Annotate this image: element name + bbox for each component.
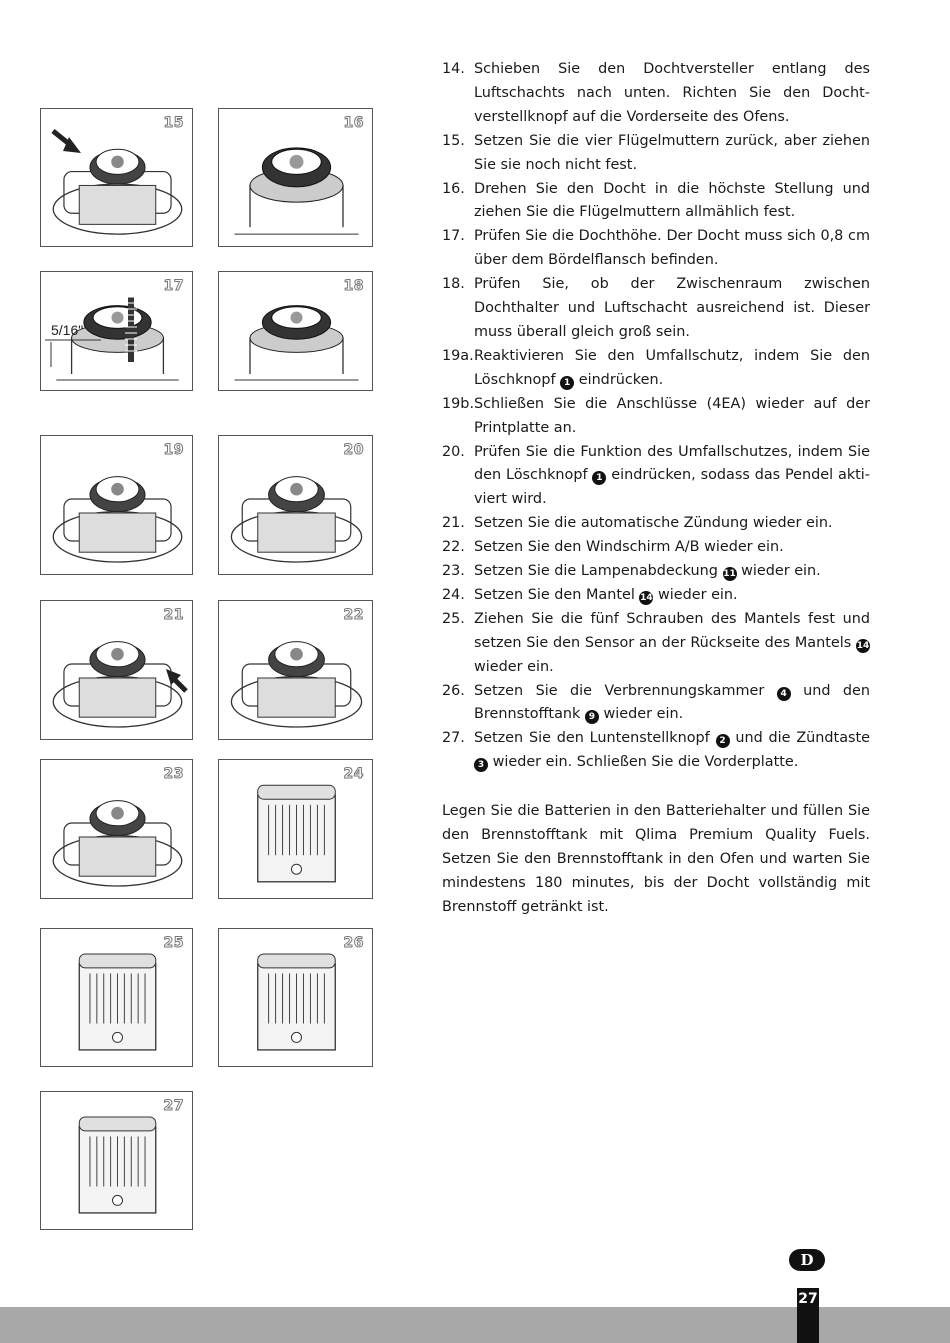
step-item	[442, 536, 870, 560]
figure-20	[218, 435, 373, 575]
figure-21	[40, 600, 193, 740]
step-number: 25.	[442, 610, 465, 627]
step-text-part: wieder ein.	[598, 706, 684, 723]
step-number: 21.	[442, 515, 465, 532]
step-item	[442, 680, 870, 728]
figure-number: 22	[343, 607, 364, 623]
step-item	[442, 345, 870, 393]
figure-24	[218, 759, 373, 899]
step-text-part: Prüfen Sie, ob der Zwischenraum zwischen Dochthalter und Luftschacht ausreichend ist. Dieser muss überall gleich groß sein.	[474, 276, 870, 340]
step-item	[442, 273, 870, 345]
part-reference-icon: 14	[856, 640, 870, 651]
step-text-part: Prüfen Sie die Funktion des Umfallschutzes, indem Sie den Löschknopf	[474, 443, 870, 484]
step-text	[474, 393, 870, 441]
step-number: 23.	[442, 563, 465, 580]
step-number: 15.	[442, 132, 465, 149]
step-item	[442, 584, 870, 608]
part-reference-icon: 3	[474, 758, 488, 772]
step-item	[442, 560, 870, 584]
figure-18	[218, 271, 373, 391]
step-number: 26.	[442, 682, 465, 699]
step-text-part: eindrücken.	[574, 371, 664, 388]
figure-22	[218, 600, 373, 740]
language-badge: D	[789, 1249, 825, 1271]
figure-number: 25	[163, 935, 184, 951]
part-reference-icon: 9	[585, 710, 599, 724]
step-item	[442, 58, 870, 130]
step-text	[474, 58, 870, 130]
step-item	[442, 608, 870, 680]
step-text-part: wieder ein.	[736, 563, 821, 580]
step-number: 18.	[442, 276, 465, 293]
step-text-part: Setzen Sie den Mantel	[474, 586, 640, 603]
step-number: 20.	[442, 443, 465, 460]
figure-number: 27	[163, 1098, 184, 1114]
step-text-part: wieder ein.	[474, 658, 554, 675]
figure-23	[40, 759, 193, 899]
step-text	[474, 584, 870, 608]
step-text	[474, 727, 870, 775]
step-number: 19b.	[442, 395, 475, 412]
part-reference-icon: 11	[723, 569, 736, 580]
step-number: 27.	[442, 730, 465, 747]
step-number: 16.	[442, 180, 465, 197]
figure-number: 15	[163, 115, 184, 131]
figure-25	[40, 928, 193, 1067]
step-text-part: und die Zündtaste	[729, 730, 871, 747]
step-text-part: Schieben Sie den Dochtversteller entlang des Luftschachts nach unten. Richten Sie den Docht-verstellknopf auf die Vorderseite des Ofens.	[474, 61, 870, 125]
step-text-part: eindrücken, sodass das Pendel akti-viert wird.	[474, 467, 870, 508]
step-number: 19a.	[442, 347, 474, 364]
figure-19	[40, 435, 193, 575]
part-reference-icon: 1	[560, 376, 574, 390]
part-reference-icon: 4	[777, 687, 791, 701]
step-item	[442, 393, 870, 441]
step-text-part: wieder ein. Schließen Sie die Vorderplatte.	[488, 754, 799, 771]
figure-26	[218, 928, 373, 1067]
step-text-part: wieder ein.	[653, 586, 738, 603]
step-item	[442, 512, 870, 536]
figure-17	[40, 271, 193, 391]
closing-paragraph: Legen Sie die Batterien in den Batteriehalter und füllen Sie den Brennstofftank mit Qlima Premium Quality Fuels. Setzen Sie den Brennstofftank in den Ofen und warten Sie mindestens 180 minutes, bis der Docht vollständig mit Brennstoff getränkt ist.	[442, 803, 870, 915]
figure-number: 19	[163, 442, 184, 458]
figure-number: 21	[163, 607, 184, 623]
step-number: 17.	[442, 228, 465, 245]
step-item	[442, 178, 870, 226]
step-item	[442, 441, 870, 513]
figure-number: 17	[163, 278, 184, 294]
step-text-part: Setzen Sie die automatische Zündung wieder ein.	[474, 515, 833, 532]
part-reference-icon: 14	[640, 592, 653, 603]
step-text	[474, 608, 870, 680]
part-reference-icon: 2	[716, 734, 730, 748]
figure-number: 26	[343, 935, 364, 951]
step-number: 14.	[442, 61, 465, 77]
figure-number: 16	[343, 115, 364, 131]
step-text-part: Setzen Sie die Verbrennungskammer	[474, 682, 777, 699]
step-text	[474, 178, 870, 226]
step-text-part: Ziehen Sie die fünf Schrauben des Mantels fest und setzen Sie den Sensor an der Rückseite des Mantels	[474, 610, 870, 651]
step-text-part: Prüfen Sie die Dochthöhe. Der Docht muss sich 0,8 cm über dem Bördelflansch befinden.	[474, 228, 870, 269]
step-text-part: Schließen Sie die Anschlüsse (4EA) wieder auf der Printplatte an.	[474, 395, 870, 436]
step-text-part: Setzen Sie die vier Flügelmuttern zurück, aber ziehen Sie sie noch nicht fest.	[474, 132, 870, 173]
step-text-part: Setzen Sie den Windschirm A/B wieder ein.	[474, 539, 784, 556]
step-number: 22.	[442, 539, 465, 556]
step-text-part: und den Brennstofftank	[474, 682, 870, 723]
page-number: 27	[797, 1288, 819, 1343]
figure-number: 18	[343, 278, 364, 294]
step-text	[474, 345, 870, 393]
figure-number: 23	[163, 766, 184, 782]
step-text	[474, 441, 870, 513]
step-text	[474, 536, 870, 560]
figure-number: 20	[343, 442, 364, 458]
part-reference-icon: 1	[592, 471, 606, 485]
step-text-part: Setzen Sie den Luntenstellknopf	[474, 730, 716, 747]
figure-27	[40, 1091, 193, 1230]
step-item	[442, 727, 870, 775]
step-number: 24.	[442, 586, 465, 603]
step-text	[474, 273, 870, 345]
step-text-part: Setzen Sie die Lampenabdeckung	[474, 563, 723, 580]
step-item	[442, 225, 870, 273]
figure-16	[218, 108, 373, 247]
step-text	[474, 130, 870, 178]
step-text-part: Drehen Sie den Docht in die höchste Stellung und ziehen Sie die Flügelmuttern allmählich fest.	[474, 180, 870, 221]
step-text	[474, 560, 870, 584]
figure-number: 24	[343, 766, 364, 782]
figure-label: 5/16"	[51, 322, 84, 338]
instruction-steps	[442, 58, 870, 775]
step-text	[474, 512, 870, 536]
step-text	[474, 680, 870, 728]
step-text	[474, 225, 870, 273]
step-text-part: Reaktivieren Sie den Umfallschutz, indem Sie den Löschknopf	[474, 347, 870, 388]
step-item	[442, 130, 870, 178]
figure-15	[40, 108, 193, 247]
